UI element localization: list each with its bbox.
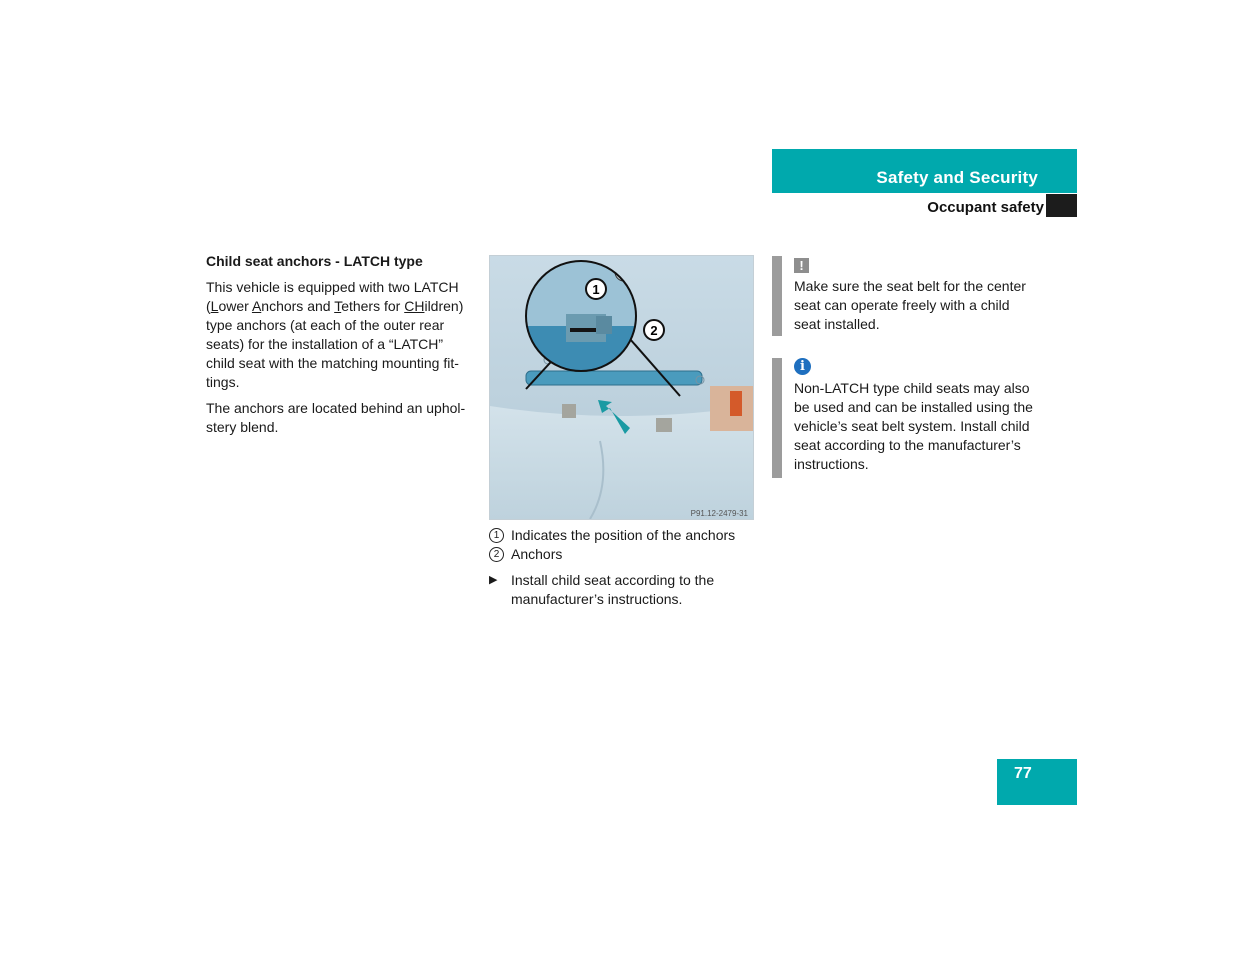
info-note bbox=[772, 356, 1037, 474]
section-title: Safety and Security bbox=[876, 168, 1038, 187]
info-note-bar bbox=[772, 358, 782, 478]
callout-1-label: 1 bbox=[592, 282, 600, 297]
warning-icon: ! bbox=[794, 258, 809, 273]
caption-item bbox=[489, 526, 759, 545]
latch-description: This vehicle is equipped with two LATCH (Lower Anchors and Tethers for CHildren) type anchors (at each of the outer rear seats) for the installation of a “LATCH” child seat with the matching mounting fit-tings. bbox=[206, 279, 464, 390]
callout-2-label: 2 bbox=[650, 323, 658, 338]
seat-illustration-svg bbox=[490, 256, 753, 519]
anchor-marker-left bbox=[562, 404, 576, 418]
instruction-step bbox=[489, 571, 759, 609]
warning-note bbox=[772, 256, 1037, 334]
warning-text: Make sure the seat belt for the center seat can operate freely with a child seat installed. bbox=[794, 278, 1026, 332]
image-code: P91.12-2479-31 bbox=[690, 509, 748, 518]
page-number: 77 bbox=[1014, 765, 1032, 782]
warning-note-bar bbox=[772, 256, 782, 336]
caption-text: Indicates the position of the anchors bbox=[511, 527, 736, 543]
upholstery-blend bbox=[526, 371, 702, 385]
caption-item bbox=[489, 545, 759, 564]
triangle-bullet-icon: ▶ bbox=[489, 574, 498, 586]
seat-belt-buckle bbox=[730, 391, 742, 416]
caption-text: Anchors bbox=[511, 546, 563, 562]
section-header-bar bbox=[772, 149, 1077, 193]
info-text: Non-LATCH type child seats may also be used and can be installed using the vehicle’s seat belt system. Install child seat according to the manufacturer’s instructions. bbox=[794, 380, 1033, 472]
anchor-location-text: The anchors are located behind an uphol-stery blend. bbox=[206, 400, 466, 435]
subsection-marker bbox=[1046, 194, 1077, 217]
latch-anchor-illustration bbox=[489, 255, 754, 520]
section-heading: Child seat anchors - LATCH type bbox=[206, 253, 423, 269]
instruction-text: Install child seat according to the manufacturer’s instructions. bbox=[511, 572, 715, 607]
caption-number: 2 bbox=[489, 547, 504, 562]
caption-number: 1 bbox=[489, 528, 504, 543]
anchor-marker-right bbox=[656, 418, 672, 432]
page-number-box bbox=[997, 759, 1077, 805]
figure-captions bbox=[489, 526, 759, 609]
main-text-column bbox=[206, 252, 471, 444]
subsection-title: Occupant safety bbox=[927, 199, 1044, 216]
info-icon: i bbox=[794, 358, 811, 375]
